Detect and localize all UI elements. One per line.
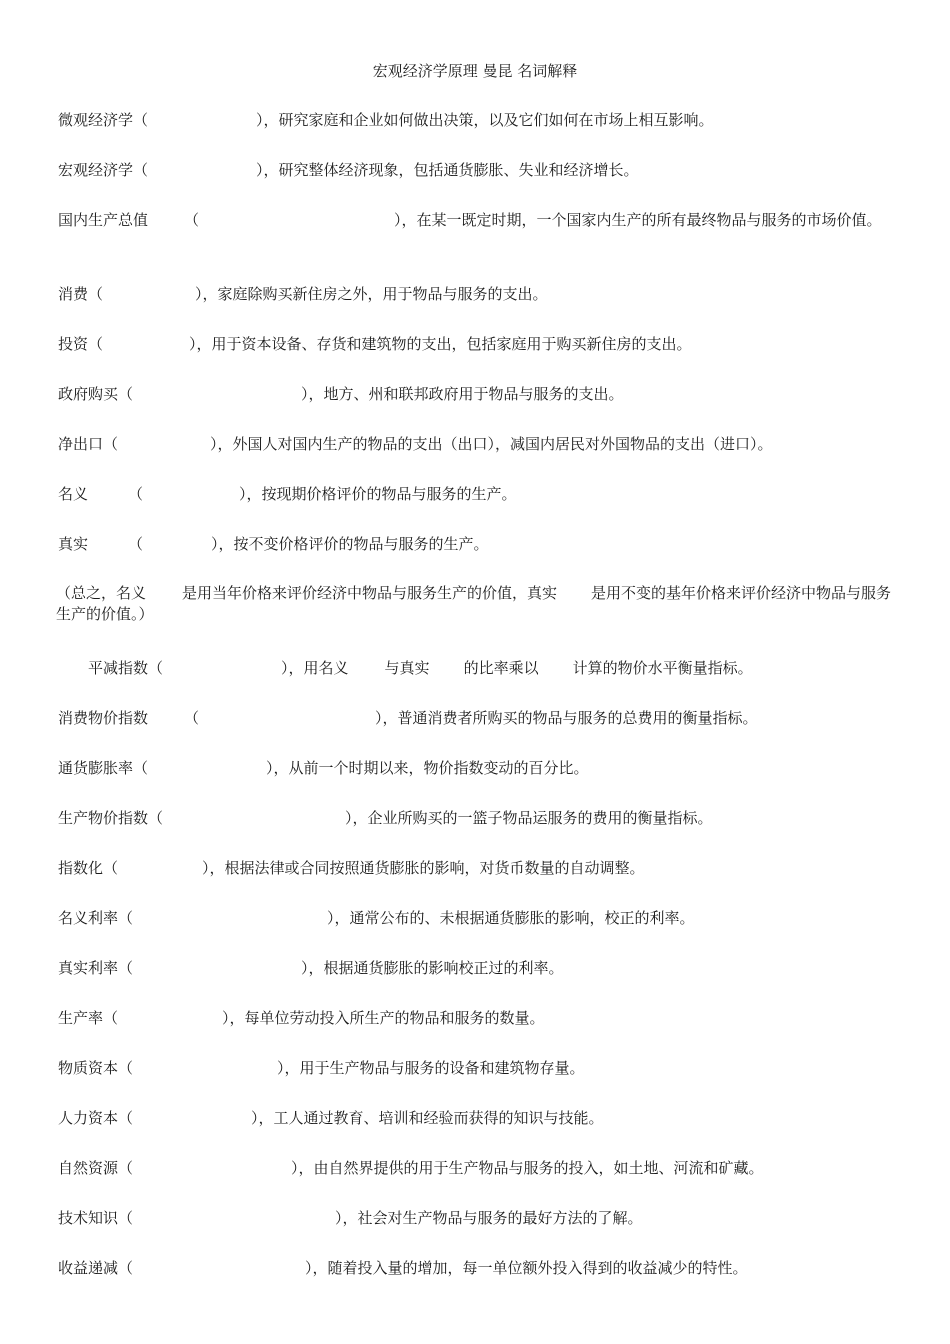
entry-definition: 地方、州和联邦政府用于物品与服务的支出。 (323, 385, 624, 403)
entry-term: 平减指数（ (88, 659, 164, 677)
entry-definition: 根据法律或合同按照通货膨胀的影响，对货币数量的自动调整。 (224, 859, 645, 877)
entry-productivity (58, 1008, 898, 1029)
entry-close: ）， (251, 1109, 274, 1127)
entry-close: ）， (394, 211, 417, 229)
entry-close: ）， (305, 1259, 328, 1277)
entry-close: ）， (256, 111, 279, 129)
entry-nominal (58, 484, 898, 505)
deflator-part1: 用名义 (303, 659, 349, 677)
entry-inflation-rate (58, 758, 898, 779)
entry-term: 自然资源（ (58, 1159, 134, 1177)
entry-definition: 企业所购买的一篮子物品运服务的费用的衡量指标。 (367, 809, 713, 827)
entry-close: ）， (291, 1159, 314, 1177)
summary-paragraph (56, 583, 896, 625)
entry-net-exports (58, 434, 898, 455)
entry-term: 政府购买（ (58, 385, 134, 403)
entry-term: 通货膨胀率（ (58, 759, 149, 777)
entry-term: 消费物价指数 (58, 709, 149, 727)
entry-definition: 由自然界提供的用于生产物品与服务的投入，如土地、河流和矿藏。 (313, 1159, 764, 1177)
entry-natural-resources (58, 1158, 898, 1179)
entry-term: 物质资本（ (58, 1059, 134, 1077)
entry-close: ）， (327, 909, 350, 927)
entry-close: ）， (335, 1209, 358, 1227)
entry-cpi (58, 708, 898, 729)
entry-term: 投资（ (58, 335, 104, 353)
entry-ppi (58, 808, 898, 829)
entry-term: 消费（ (58, 285, 104, 303)
entry-investment (58, 334, 898, 355)
entry-definition: 工人通过教育、培训和经验而获得的知识与技能。 (273, 1109, 604, 1127)
entry-definition: 按现期价格评价的物品与服务的生产。 (261, 485, 517, 503)
entry-microeconomics (58, 110, 898, 131)
entry-government-purchases (58, 384, 898, 405)
entry-gdp (58, 210, 898, 231)
entry-close: ）， (211, 535, 234, 553)
entry-real (58, 534, 898, 555)
entry-close: ）， (301, 959, 324, 977)
entry-definition: 用于生产物品与服务的设备和建筑物存量。 (299, 1059, 585, 1077)
entry-term: 人力资本（ (58, 1109, 134, 1127)
entry-consumption (58, 284, 898, 305)
entry-close: ）， (281, 659, 304, 677)
entry-definition: 根据通货膨胀的影响校正过的利率。 (323, 959, 564, 977)
entry-definition: 从前一个时期以来，物价指数变动的百分比。 (288, 759, 589, 777)
entry-diminishing-returns (58, 1258, 898, 1279)
document-title: 宏观经济学原理 曼昆 名词解释 (372, 62, 578, 80)
entry-term: 生产物价指数（ (58, 809, 164, 827)
entry-close: ）， (189, 335, 212, 353)
entry-deflator (88, 658, 928, 679)
entry-close: ）， (301, 385, 324, 403)
entry-definition: 研究整体经济现象，包括通货膨胀、失业和经济增长。 (278, 161, 639, 179)
deflator-part4: 计算的物价水平衡量指标。 (572, 659, 753, 677)
entry-term: 指数化（ (58, 859, 119, 877)
entry-real-interest-rate (58, 958, 898, 979)
entry-definition: 外国人对国内生产的物品的支出（出口），减国内居民对外国物品的支出（进口）。 (232, 435, 773, 453)
entry-open: （ (184, 709, 200, 727)
entry-open: （ (128, 485, 144, 503)
summary-part1: （总之，名义 (56, 584, 147, 602)
entry-close: ）， (202, 859, 225, 877)
entry-definition: 按不变价格评价的物品与服务的生产。 (233, 535, 489, 553)
entry-close: ）， (256, 161, 279, 179)
entry-indexation (58, 858, 898, 879)
entry-term: 真实利率（ (58, 959, 134, 977)
entry-definition: 家庭除购买新住房之外，用于物品与服务的支出。 (217, 285, 548, 303)
entry-term: 宏观经济学（ (58, 161, 149, 179)
entry-close: ）， (345, 809, 368, 827)
entry-definition: 社会对生产物品与服务的最好方法的了解。 (357, 1209, 643, 1227)
entry-close: ）， (195, 285, 218, 303)
entry-term: 真实 (58, 535, 89, 553)
entry-term: 名义 (58, 485, 89, 503)
entry-term: 名义利率（ (58, 909, 134, 927)
entry-definition: 在某一既定时期，一个国家内生产的所有最终物品与服务的市场价值。 (416, 211, 882, 229)
entry-term: 技术知识（ (58, 1209, 134, 1227)
entry-term: 微观经济学（ (58, 111, 149, 129)
entry-open: （ (128, 535, 144, 553)
entry-physical-capital (58, 1058, 898, 1079)
entry-term: 收益递减（ (58, 1259, 134, 1277)
entry-close: ）， (239, 485, 262, 503)
entry-open: （ (184, 211, 200, 229)
entry-close: ）， (375, 709, 398, 727)
entry-close: ）， (266, 759, 289, 777)
entry-human-capital (58, 1108, 898, 1129)
entry-definition: 用于资本设备、存货和建筑物的支出，包括家庭用于购买新住房的支出。 (211, 335, 692, 353)
entry-definition: 通常公布的、未根据通货膨胀的影响，校正的利率。 (349, 909, 695, 927)
summary-part2: 是用当年价格来评价经济中物品与服务生产的价值，真实 (182, 584, 558, 602)
entry-close: ）， (277, 1059, 300, 1077)
entry-close: ）， (222, 1009, 245, 1027)
entry-technological-knowledge (58, 1208, 898, 1229)
entry-definition: 每单位劳动投入所生产的物品和服务的数量。 (244, 1009, 545, 1027)
entry-term: 生产率（ (58, 1009, 119, 1027)
deflator-part2: 与真实 (384, 659, 430, 677)
entry-nominal-interest-rate (58, 908, 898, 929)
summary-part3: 是用不变的基年价格来评价经济中物品与服务生产的价值。） (56, 584, 892, 623)
entry-term: 净出口（ (58, 435, 119, 453)
entry-definition: 普通消费者所购买的物品与服务的总费用的衡量指标。 (397, 709, 758, 727)
entry-definition: 随着投入量的增加，每一单位额外投入得到的收益减少的特性。 (327, 1259, 748, 1277)
entry-close: ）， (210, 435, 233, 453)
entry-term: 国内生产总值 (58, 211, 149, 229)
entry-macroeconomics (58, 160, 898, 181)
deflator-part3: 的比率乘以 (463, 659, 539, 677)
entry-definition: 研究家庭和企业如何做出决策，以及它们如何在市场上相互影响。 (278, 111, 714, 129)
